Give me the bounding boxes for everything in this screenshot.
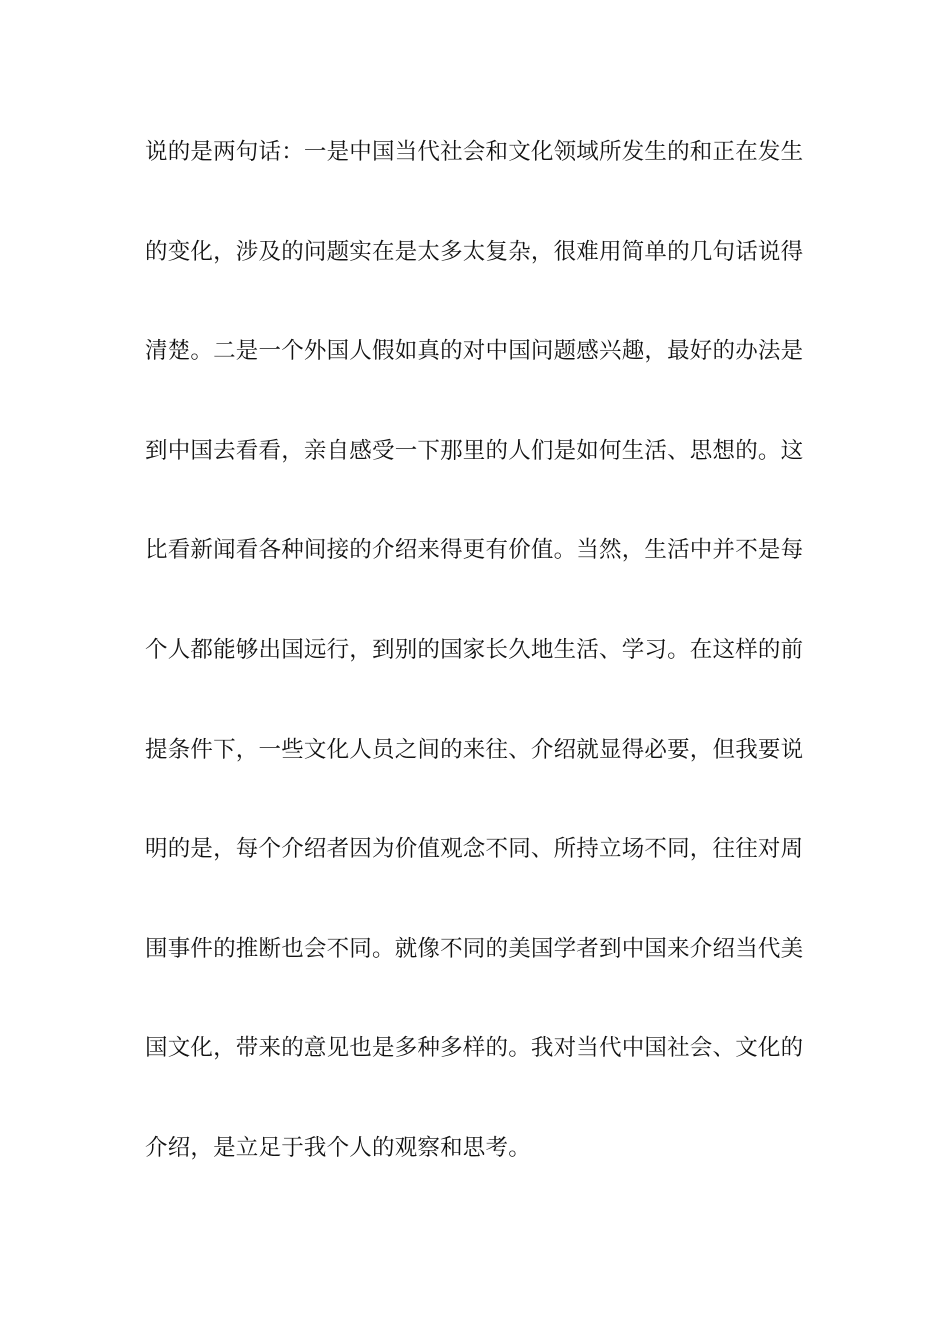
text-line: 围事件的推断也会不同。就像不同的美国学者到中国来介绍当代美 (145, 935, 804, 962)
text-line: 的变化，涉及的问题实在是太多太复杂，很难用简单的几句话说得 (145, 238, 804, 265)
text-line: 比看新闻看各种间接的介绍来得更有价值。当然，生活中并不是每 (145, 537, 804, 564)
text-line: 说的是两句话：一是中国当代社会和文化领域所发生的和正在发生 (145, 139, 804, 165)
text-line: 国文化，带来的意见也是多种多样的。我对当代中国社会、文化的 (145, 1035, 804, 1062)
body-paragraph (145, 132, 825, 1228)
text-line: 到中国去看看，亲自感受一下那里的人们是如何生活、思想的。这 (145, 437, 804, 464)
text-line: 明的是，每个介绍者因为价值观念不同、所持立场不同，往往对周 (145, 836, 804, 863)
text-line: 个人都能够出国远行，到别的国家长久地生活、学习。在这样的前 (145, 636, 804, 663)
text-line: 提条件下，一些文化人员之间的来往、介绍就显得必要，但我要说 (145, 736, 804, 763)
text-line: 清楚。二是一个外国人假如真的对中国问题感兴趣，最好的办法是 (145, 338, 804, 365)
text-line: 介绍，是立足于我个人的观察和思考。 (145, 1134, 531, 1161)
